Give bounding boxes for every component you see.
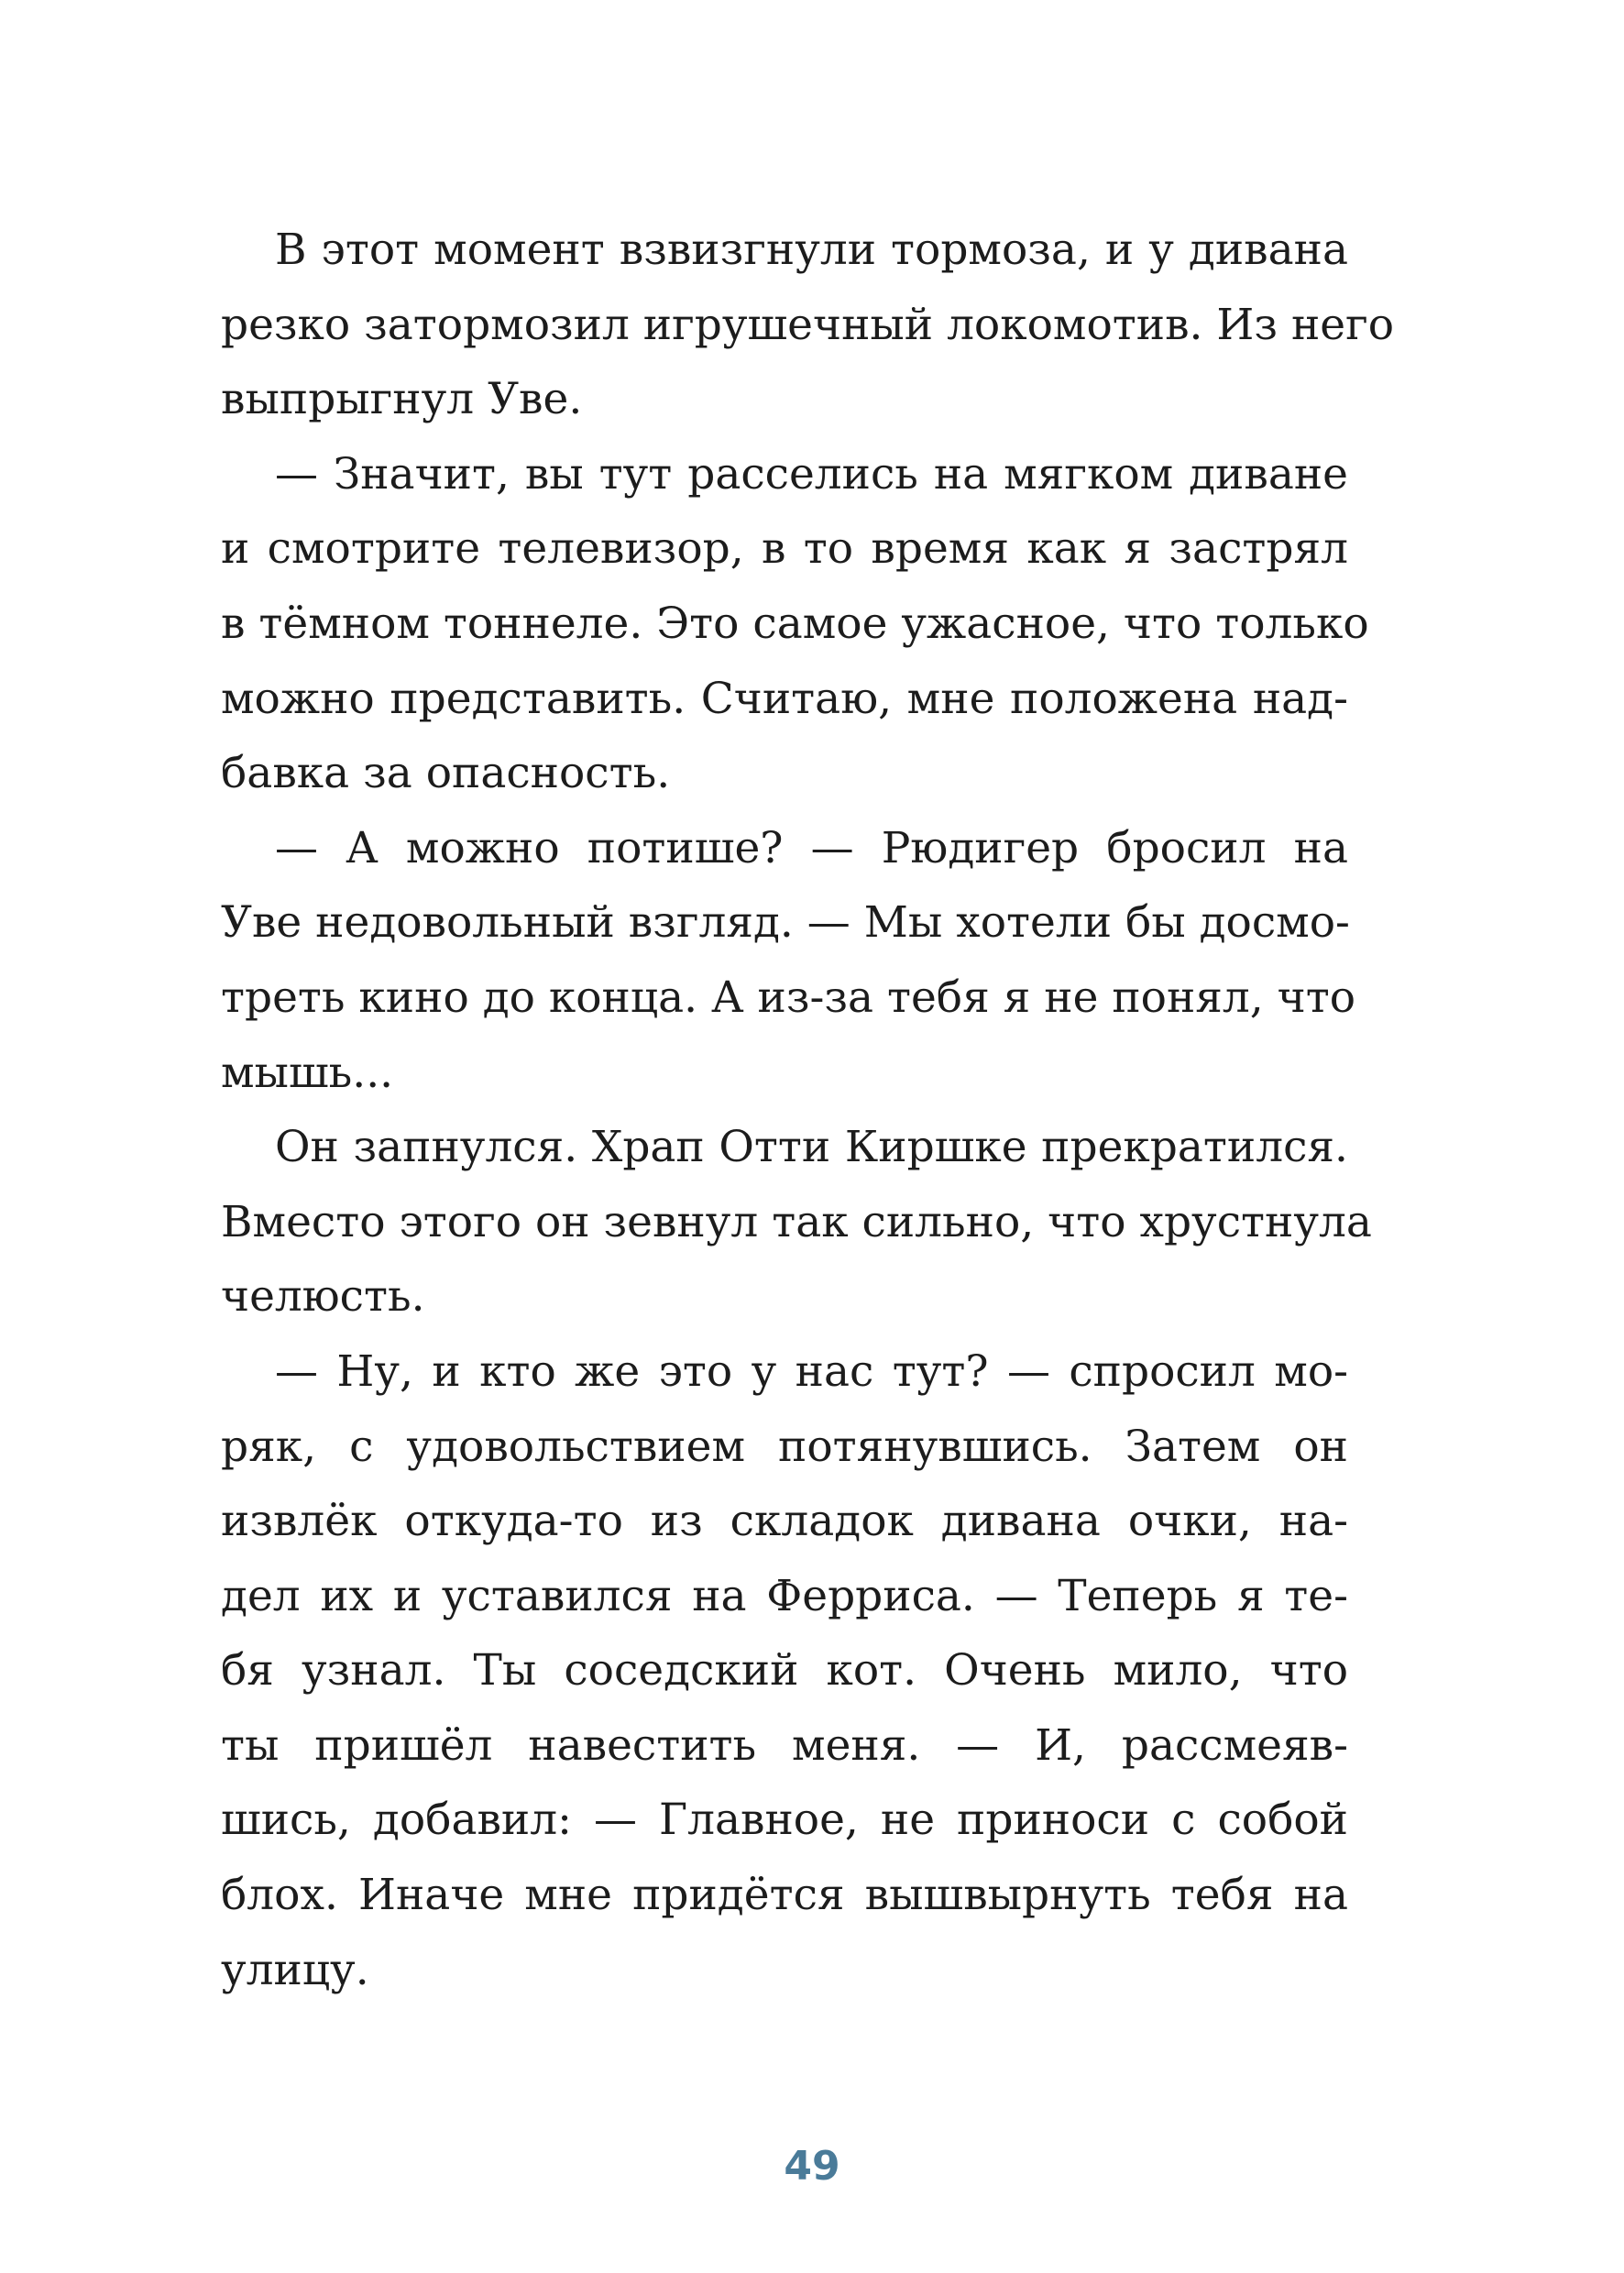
- text-line: — Ну, и кто же это у нас тут? — спросил мо-: [275, 1345, 1348, 1397]
- text-line: можно представить. Считаю, мне положена над-: [221, 673, 1348, 724]
- text-line: и смотрите телевизор, в то время как я застрял: [221, 523, 1348, 575]
- text-line: Уве недовольный взгляд. — Мы хотели бы досмо-: [221, 897, 1350, 949]
- paragraph: [221, 1110, 1372, 1334]
- text-line: ряк, с удовольствием потянувшись. Затем он: [221, 1421, 1348, 1472]
- text-line: Вместо этого он зевнул так сильно, что хрустнула: [221, 1196, 1372, 1247]
- text-line: шись, добавил: — Главное, не приноси с собой: [221, 1795, 1348, 1846]
- body-text: [221, 213, 1395, 2007]
- text-line: мышь...: [221, 1047, 394, 1098]
- text-line: в тёмном тоннеле. Это самое ужасное, что только: [221, 598, 1369, 649]
- text-line: ты пришёл навестить меня. — И, рассмеяв-: [221, 1719, 1348, 1771]
- text-line: резко затормозил игрушечный локомотив. Из него: [221, 299, 1395, 350]
- text-line: В этот момент взвизгнули тормоза, и у дивана: [275, 225, 1348, 275]
- text-line: Он запнулся. Храп Отти Киршке прекратился.: [275, 1122, 1348, 1173]
- text-line: дел их и уставился на Ферриса. — Теперь я те-: [221, 1570, 1348, 1621]
- paragraph: [221, 811, 1356, 1110]
- text-line: бавка за опасность.: [221, 748, 671, 799]
- text-line: — Значит, вы тут расселись на мягком диване: [275, 448, 1348, 500]
- text-line: челюсть.: [221, 1271, 425, 1323]
- text-line: треть кино до конца. А из-за тебя я не понял, что: [221, 972, 1356, 1023]
- text-line: — А можно потише? — Рюдигер бросил на: [275, 822, 1348, 873]
- page-number: 49: [784, 2143, 840, 2190]
- text-line: выпрыгнул Уве.: [221, 374, 583, 425]
- text-line: бя узнал. Ты соседский кот. Очень мило, что: [221, 1645, 1348, 1697]
- text-line: извлёк откуда-то из складок дивана очки, на-: [221, 1496, 1348, 1547]
- paragraph: [221, 437, 1369, 811]
- text-line: блох. Иначе мне придётся вышвырнуть тебя на: [221, 1870, 1348, 1921]
- paragraph: [221, 1334, 1348, 2007]
- text-line: улицу.: [221, 1944, 369, 1995]
- paragraph: [221, 213, 1395, 437]
